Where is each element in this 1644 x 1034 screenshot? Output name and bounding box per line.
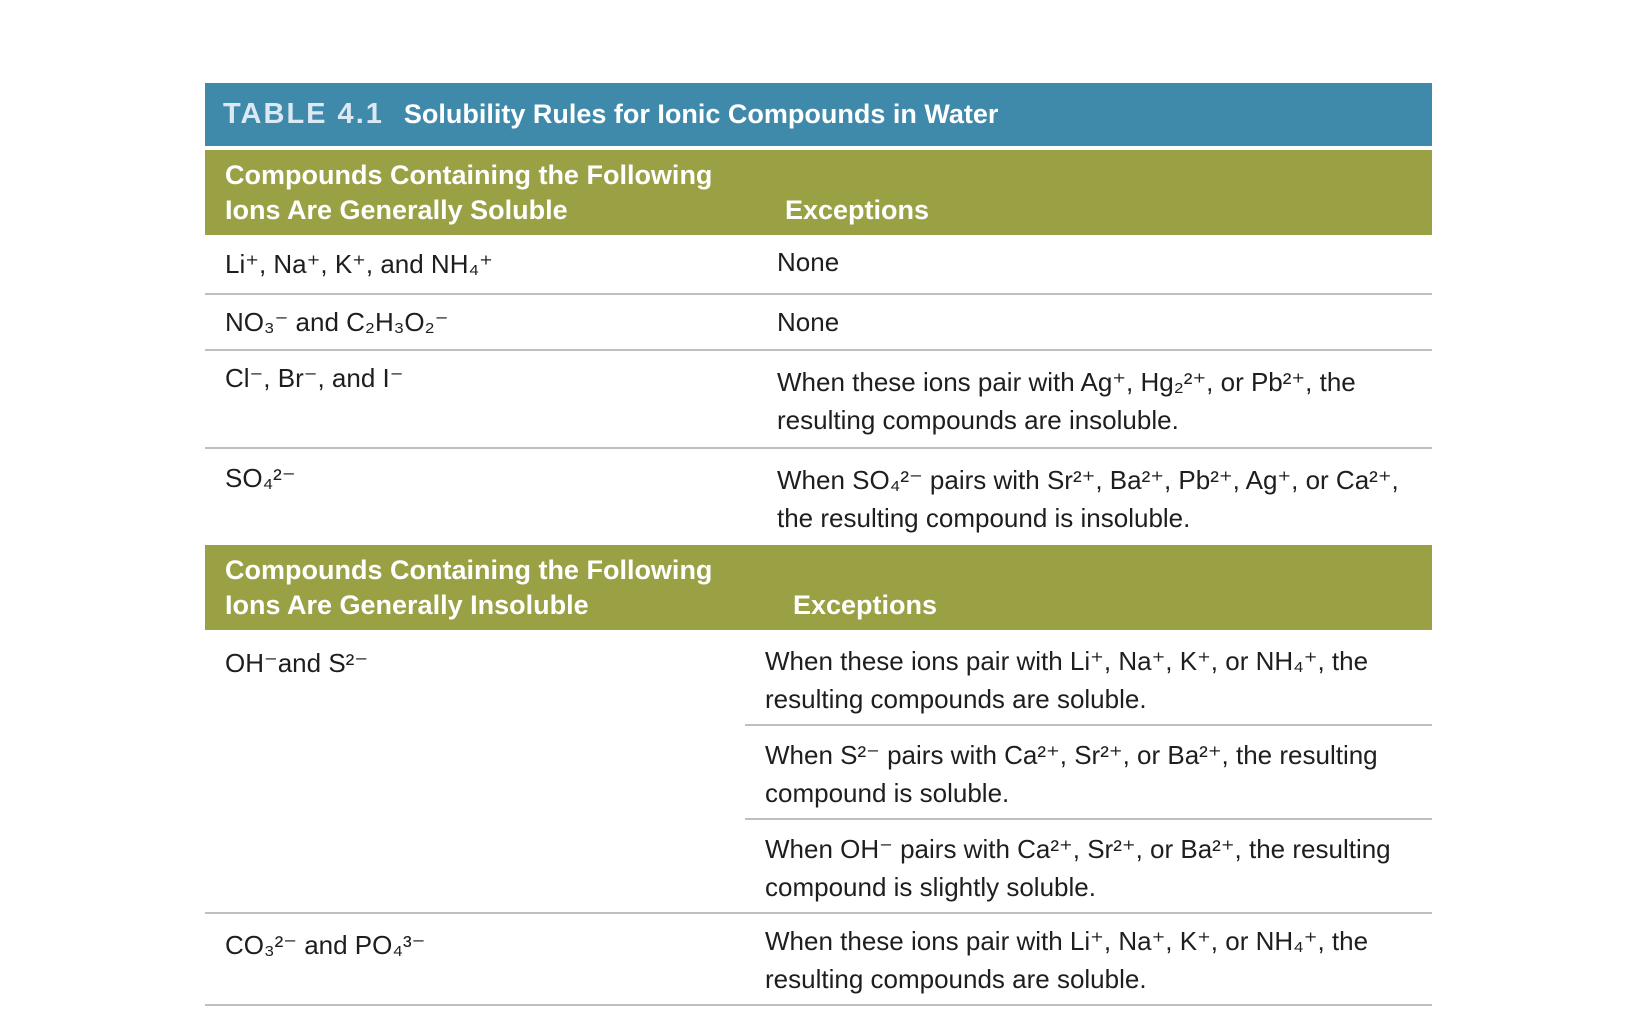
table-row bbox=[205, 351, 1432, 449]
table-row bbox=[205, 914, 1432, 1006]
ions-cell: OH⁻and S²⁻ bbox=[225, 648, 369, 678]
exception-cell: None bbox=[777, 247, 840, 277]
insoluble-header-left: Compounds Containing the Following Ions Are Generally Insoluble bbox=[225, 555, 713, 620]
ions-cell: Li⁺, Na⁺, K⁺, and NH₄⁺ bbox=[225, 249, 493, 279]
exception-cell: When these ions pair with Li⁺, Na⁺, K⁺, or NH₄⁺, the resulting compounds are soluble. bbox=[765, 926, 1369, 994]
table-row bbox=[205, 630, 1432, 914]
exception-cell: When OH⁻ pairs with Ca²⁺, Sr²⁺, or Ba²⁺, the resulting compound is slightly soluble. bbox=[745, 818, 1432, 912]
table-row bbox=[205, 235, 1432, 295]
table-row bbox=[205, 295, 1432, 351]
exception-cell: When these ions pair with Li⁺, Na⁺, K⁺, or NH₄⁺, the resulting compounds are soluble. bbox=[765, 646, 1369, 714]
soluble-header-right: Exceptions bbox=[785, 195, 930, 225]
ions-cell: CO₃²⁻ and PO₄³⁻ bbox=[225, 930, 426, 960]
exception-cell: None bbox=[777, 307, 840, 337]
ions-cell: NO₃⁻ and C₂H₃O₂⁻ bbox=[225, 307, 449, 337]
insoluble-header-right: Exceptions bbox=[793, 590, 938, 620]
table-title-bar bbox=[205, 83, 1432, 146]
table-title: Solubility Rules for Ionic Compounds in Water bbox=[403, 99, 999, 129]
exception-cell: When these ions pair with Ag⁺, Hg₂²⁺, or Pb²⁺, the resulting compounds are insoluble. bbox=[777, 367, 1356, 435]
soluble-header-left: Compounds Containing the Following Ions Are Generally Soluble bbox=[225, 160, 713, 225]
table-number: TABLE 4.1 bbox=[223, 98, 384, 130]
table-row bbox=[205, 449, 1432, 545]
insoluble-section-header bbox=[205, 545, 1432, 630]
exception-cell: When SO₄²⁻ pairs with Sr²⁺, Ba²⁺, Pb²⁺, Ag⁺, or Ca²⁺, the resulting compound is insoluble. bbox=[777, 465, 1399, 533]
exception-cell: When S²⁻ pairs with Ca²⁺, Sr²⁺, or Ba²⁺, the resulting compound is soluble. bbox=[745, 724, 1432, 818]
solubility-table bbox=[205, 83, 1432, 1006]
ions-cell: Cl⁻, Br⁻, and I⁻ bbox=[225, 363, 404, 393]
ions-cell: SO₄²⁻ bbox=[225, 463, 296, 493]
soluble-section-header bbox=[205, 150, 1432, 235]
